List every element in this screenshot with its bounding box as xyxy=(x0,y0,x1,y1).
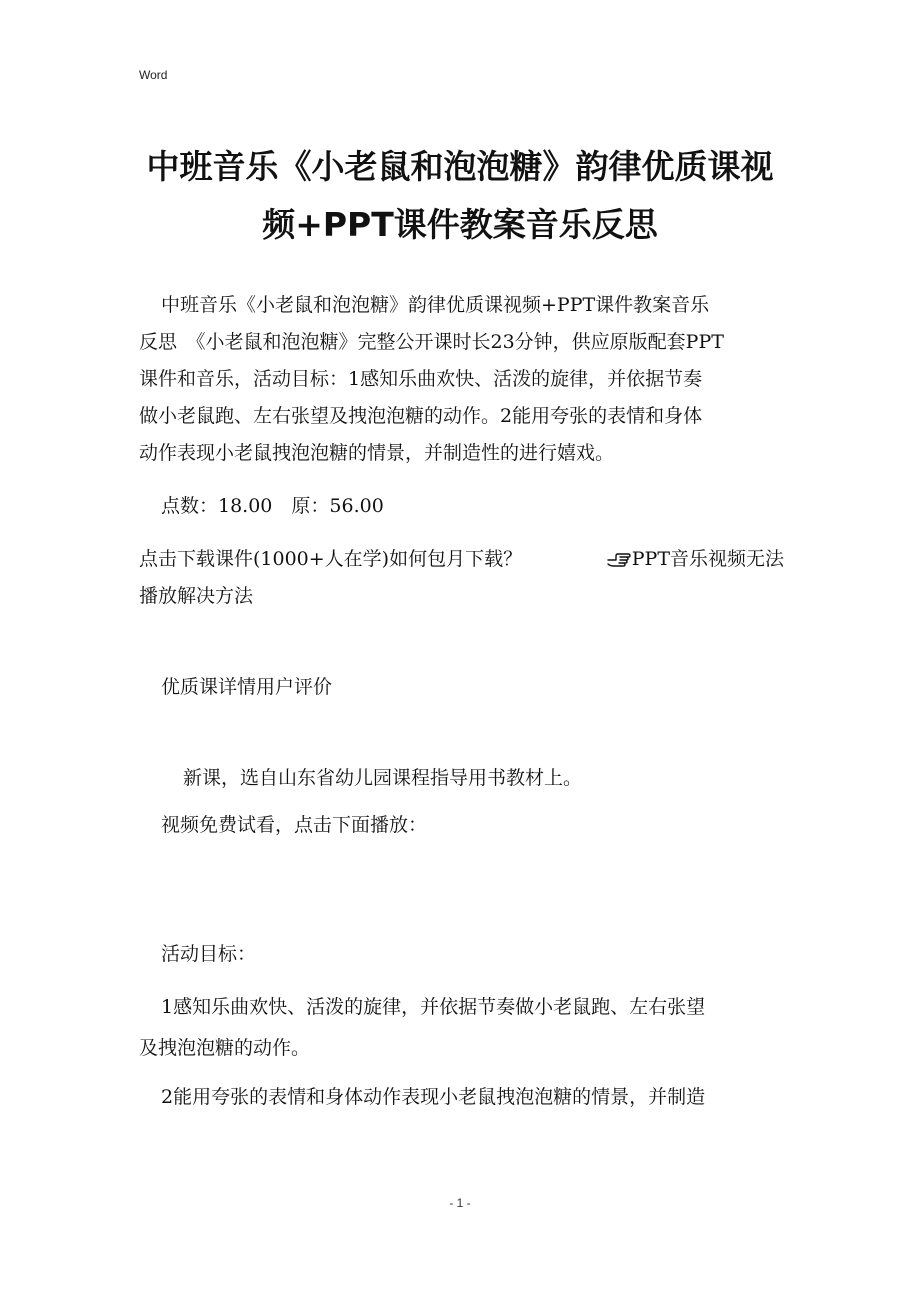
page-number: - 1 - xyxy=(449,1196,471,1210)
title-line-2: 频+PPT课件教案音乐反思 xyxy=(262,205,658,244)
playback-help-link[interactable] xyxy=(574,541,784,578)
pointing-hand-icon xyxy=(606,549,632,569)
title-line-1: 中班音乐《小老鼠和泡泡糖》韵律优质课视 xyxy=(146,147,774,186)
playback-help-link-continued[interactable]: 播放解决方法 xyxy=(139,585,254,607)
intro-line-5: 动作表现小老鼠拽泡泡糖的情景，并制造性的进行嬉戏。 xyxy=(139,442,615,464)
document-title xyxy=(120,138,800,254)
goal-1-line-2: 及拽泡泡糖的动作。 xyxy=(139,1037,311,1059)
intro-line-3: 课件和音乐，活动目标：1感知乐曲欢快、活泼的旋律，并依据节奏 xyxy=(139,368,703,390)
download-link[interactable]: 点击下载课件(1000+人在学)如何包月下载？ xyxy=(139,548,523,570)
source-line: 新课，选自山东省幼儿园课程指导用书教材上。 xyxy=(183,767,583,789)
playback-help-link-text: PPT音乐视频无法 xyxy=(631,548,784,570)
intro-line-2: 反思 《小老鼠和泡泡糖》完整公开课时长23分钟，供应原版配套PPT xyxy=(139,331,724,353)
video-line: 视频免费试看，点击下面播放： xyxy=(161,814,428,836)
goal-2-line-1: 2能用夸张的表情和身体动作表现小老鼠拽泡泡糖的情景，并制造 xyxy=(161,1086,706,1108)
goals-heading: 活动目标： xyxy=(161,943,257,965)
intro-line-1: 中班音乐《小老鼠和泡泡糖》韵律优质课视频+PPT课件教案音乐 xyxy=(161,294,710,316)
document-body xyxy=(139,287,784,1116)
price-line: 点数：18.00 原：56.00 xyxy=(161,495,384,517)
document-header-label: Word xyxy=(139,68,168,82)
download-row xyxy=(139,541,784,578)
reviews-heading: 优质课详情用户评价 xyxy=(161,676,333,698)
goal-1-line-1: 1感知乐曲欢快、活泼的旋律，并依据节奏做小老鼠跑、左右张望 xyxy=(161,996,706,1018)
intro-line-4: 做小老鼠跑、左右张望及拽泡泡糖的动作。2能用夸张的表情和身体 xyxy=(139,405,703,427)
